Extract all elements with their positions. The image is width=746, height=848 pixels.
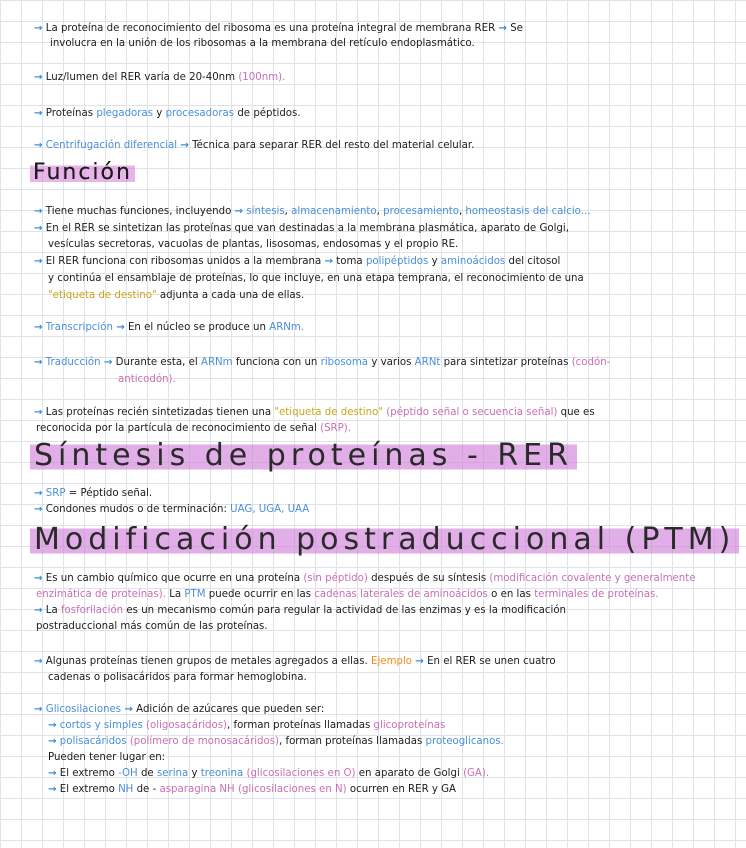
heading-ptm: Modificación postraduccional (PTM) xyxy=(30,522,739,557)
note-line: y continúa el ensamblaje de proteínas, lo que incluye, en una etapa temprana, el reconocimiento de una xyxy=(48,273,584,284)
note-line: → Es un cambio químico que ocurre en una proteína (sin péptido) después de su síntesis (modificación covalente y generalmente xyxy=(34,573,696,584)
note-line: → El extremo -OH de serina y treonina (glicosilaciones en O) en aparato de Golgi (GA). xyxy=(48,768,490,779)
note-line: → El extremo NH de - asparagina NH (glicosilaciones en N) ocurren en RER y GA xyxy=(48,784,457,795)
arrow-icon: → xyxy=(34,656,43,667)
arrow-icon: → xyxy=(34,322,43,333)
arrow-icon: → xyxy=(48,720,57,731)
arrow-icon: → xyxy=(498,23,507,34)
note-line: "etiqueta de destino" adjunta a cada una de ellas. xyxy=(48,290,305,301)
note-line: → Transcripción → En el núcleo se produce un ARNm. xyxy=(34,322,305,333)
note-line: → La fosforilación es un mecanismo común para regular la actividad de las enzimas y es la modificación xyxy=(34,605,567,616)
arrow-icon: → xyxy=(324,256,334,267)
note-line: enzimática de proteínas). La PTM puede ocurrir en las cadenas laterales de aminoácidos o en las terminales de proteínas. xyxy=(36,589,659,600)
arrow-icon: → xyxy=(34,605,43,616)
note-line: anticodón). xyxy=(118,374,176,385)
note-line: → Algunas proteínas tienen grupos de metales agregados a ellas. Ejemplo → En el RER se unen cuatro xyxy=(34,656,556,667)
arrow-icon: → xyxy=(34,407,43,418)
arrow-icon: → xyxy=(34,72,43,83)
arrow-icon: → xyxy=(34,573,43,584)
arrow-icon: → xyxy=(415,656,424,667)
note-line: → polisacáridos (polímero de monosacáridos), forman proteínas llamadas proteoglicanos. xyxy=(48,736,504,747)
heading-funcion: Función xyxy=(30,160,135,185)
note-line: → Luz/lumen del RER varía de 20-40nm (100nm). xyxy=(34,72,286,83)
arrow-icon: → xyxy=(48,768,57,779)
note-line: → El RER funciona con ribosomas unidos a la membrana → toma polipéptidos y aminoácidos del citosol xyxy=(34,256,561,267)
arrow-icon: → xyxy=(116,322,125,333)
note-line: → Tiene muchas funciones, incluyendo → síntesis, almacenamiento, procesamiento, homeostasis del calcio... xyxy=(34,206,591,217)
arrow-icon: → xyxy=(34,504,43,515)
arrow-icon: → xyxy=(48,784,57,795)
note-line: → Traducción → Durante esta, el ARNm funciona con un ribosoma y varios ARNt para sintetizar proteínas (codón- xyxy=(34,357,611,368)
arrow-icon: → xyxy=(48,736,57,747)
note-line: postraduccional más común de las proteínas. xyxy=(36,621,268,632)
arrow-icon: → xyxy=(124,704,133,715)
note-line: → Las proteínas recién sintetizadas tienen una "etiqueta de destino" (péptido señal o secuencia señal) que es xyxy=(34,407,595,418)
note-line: → Condones mudos o de terminación: UAG, UGA, UAA xyxy=(34,504,310,515)
note-line: Pueden tener lugar en: xyxy=(48,752,166,763)
arrow-icon: → xyxy=(234,206,244,217)
note-line: → Centrifugación diferencial → Técnica para separar RER del resto del material celular. xyxy=(34,140,475,151)
arrow-icon: → xyxy=(34,488,43,499)
arrow-icon: → xyxy=(34,704,43,715)
arrow-icon: → xyxy=(34,357,43,368)
note-line: reconocida por la partícula de reconocimiento de señal (SRP). xyxy=(36,423,351,434)
arrow-icon: → xyxy=(34,23,43,34)
arrow-icon: → xyxy=(103,357,113,368)
note-line: → Proteínas plegadoras y procesadoras de péptidos. xyxy=(34,108,301,119)
arrow-icon: → xyxy=(34,223,43,234)
note-line: → SRP = Péptido señal. xyxy=(34,488,153,499)
note-line: vesículas secretoras, vacuolas de plantas, lisosomas, endosomas y el propio RE. xyxy=(48,239,459,250)
note-line: involucra en la unión de los ribosomas a la membrana del retículo endoplasmático. xyxy=(50,38,475,49)
arrow-icon: → xyxy=(34,108,43,119)
note-line: cadenas o polisacáridos para formar hemoglobina. xyxy=(48,672,307,683)
arrow-icon: → xyxy=(34,140,43,151)
note-line: → Glicosilaciones → Adición de azúcares que pueden ser: xyxy=(34,704,325,715)
note-line: → En el RER se sintetizan las proteínas que van destinadas a la membrana plasmática, aparato de Golgi, xyxy=(34,223,569,234)
heading-sintesis: Síntesis de proteínas - RER xyxy=(30,438,577,473)
note-line: → cortos y simples (oligosacáridos), forman proteínas llamadas glicoproteínas xyxy=(48,720,446,731)
arrow-icon: → xyxy=(34,206,43,217)
arrow-icon: → xyxy=(34,256,43,267)
arrow-icon: → xyxy=(180,140,189,151)
note-line: → La proteína de reconocimiento del ribosoma es una proteína integral de membrana RER → Se xyxy=(34,23,523,34)
